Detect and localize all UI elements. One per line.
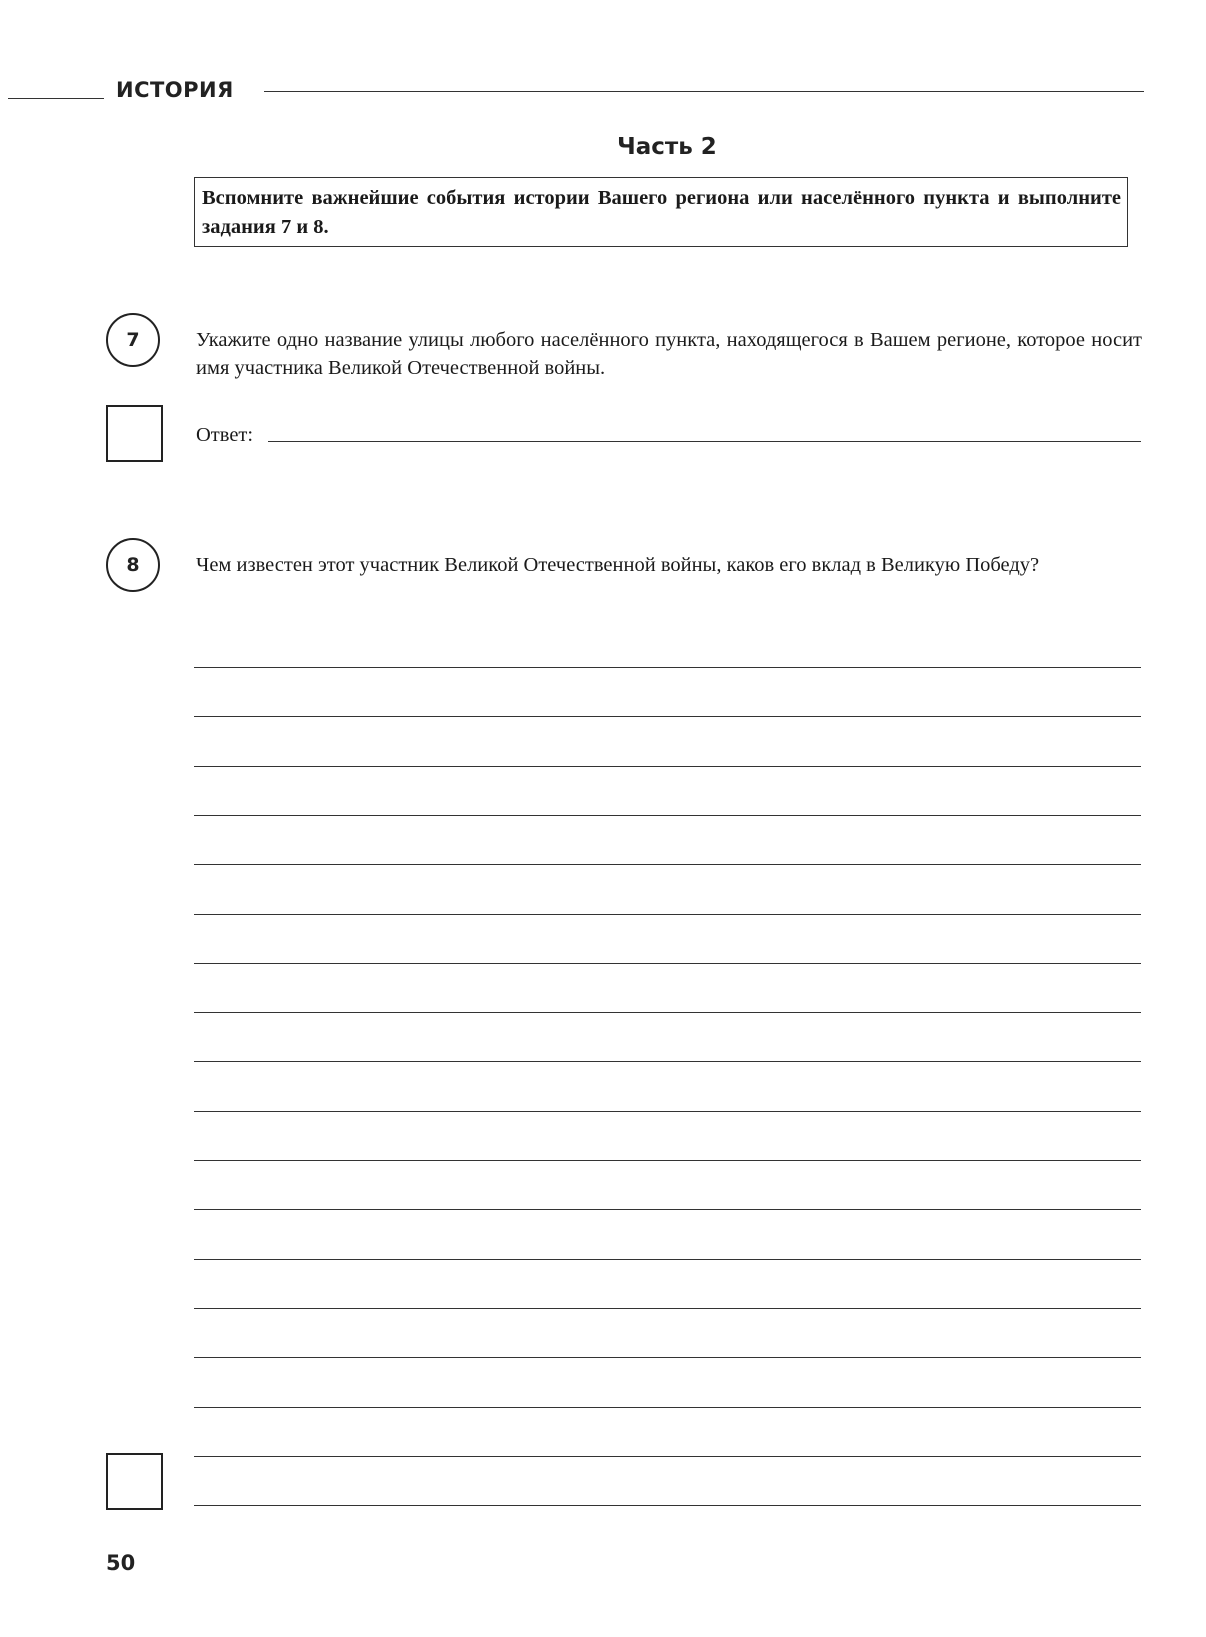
answer-line[interactable] <box>194 1209 1141 1210</box>
task-7-score-box <box>106 405 163 462</box>
task-8-number: 8 <box>126 554 140 576</box>
answer-line[interactable] <box>194 1061 1141 1062</box>
answer-line[interactable] <box>194 914 1141 915</box>
answer-line[interactable] <box>194 815 1141 816</box>
page-number: 50 <box>106 1551 136 1575</box>
answer-line[interactable] <box>194 864 1141 865</box>
instruction-text: Вспомните важнейшие события истории Вашего региона или населённого пункта и выполните задания 7 и 8. <box>202 187 1121 238</box>
instruction-box <box>194 177 1128 247</box>
answer-line[interactable] <box>194 963 1141 964</box>
header-rule-left <box>8 98 104 99</box>
task-7-question: Укажите одно название улицы любого населённого пункта, находящегося в Вашем регионе, которое носит имя участника Великой Отечественной войны. <box>196 329 1142 379</box>
answer-line[interactable] <box>194 1407 1141 1408</box>
answer-line[interactable] <box>194 1308 1141 1309</box>
task-7-number-circle <box>106 313 160 367</box>
task-7-answer-field[interactable] <box>268 441 1141 442</box>
answer-line[interactable] <box>194 1160 1141 1161</box>
task-7-answer-label: Ответ: <box>196 424 254 446</box>
answer-line[interactable] <box>194 1012 1141 1013</box>
answer-line[interactable] <box>194 1111 1141 1112</box>
answer-line[interactable] <box>194 1357 1141 1358</box>
answer-line[interactable] <box>194 667 1141 668</box>
answer-line[interactable] <box>194 716 1141 717</box>
task-8-score-box <box>106 1453 163 1510</box>
task-8-question: Чем известен этот участник Великой Отечественной войны, каков его вклад в Великую Победу? <box>196 554 1040 576</box>
subject-heading: ИСТОРИЯ <box>116 78 234 102</box>
task-7-number: 7 <box>126 329 140 351</box>
answer-line[interactable] <box>194 766 1141 767</box>
answer-line[interactable] <box>194 1456 1141 1457</box>
part-title: Часть 2 <box>617 134 717 160</box>
task-8-number-circle <box>106 538 160 592</box>
header-rule-right <box>264 91 1144 92</box>
answer-line[interactable] <box>194 1505 1141 1506</box>
answer-line[interactable] <box>194 1259 1141 1260</box>
